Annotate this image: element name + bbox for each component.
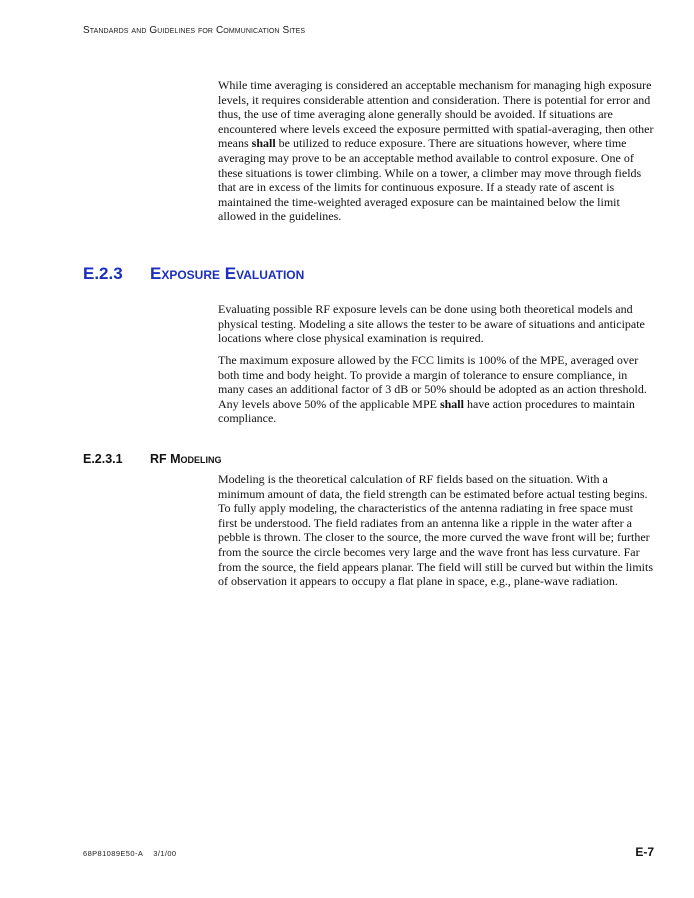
footer-doc-info — [83, 849, 177, 858]
running-header-text: Standards and Guidelines for Communication Sites — [83, 25, 306, 36]
footer-doc-number: 68P81089E50-A — [83, 849, 144, 858]
section-heading — [83, 264, 304, 284]
intro-bold-shall: shall — [251, 136, 276, 151]
subsection-paragraph: Modeling is the theoretical calculation of RF fields based on the situation. With a minimum amount of data, the field strength can be estimated before actual testing begins. To fully apply modeling, the characteristics of the antenna radiating in free space must first be understood. The field radiates from an antenna like a ripple in the water after a pebble is thrown. The closer to the source, the more curved the wave front will be; further from the source the circle becomes very large and the wave front has less curvature. Far from the source, the field appears planar. The field will still be curved but within the limits of observation it appears to occupy a flat plane in space, e.g., plane-wave radiation. — [218, 472, 653, 589]
intro-text-1: While time averaging is considered an acceptable mechanism for managing high exposure levels, it requires considerable attention and consideration. There is potential for error and thus, the use of time averaging alone generally should be avoided. If situations are encountered where levels exceed the exposure permitted with spatial-averaging, then other means — [218, 78, 654, 151]
running-header — [83, 25, 305, 36]
section-p2-bold-shall: shall — [439, 396, 464, 411]
section-p2-text-2: have action procedures to maintain compliance. — [218, 396, 635, 426]
footer-date: 3/1/00 — [153, 849, 177, 858]
intro-paragraph — [218, 78, 654, 224]
section-paragraph-2 — [218, 353, 654, 426]
section-paragraph-1: Evaluating possible RF exposure levels can be done using both theoretical models and physical testing. Modeling a site allows the tester to be aware of situations and anticipate locations where close physical examination is required. — [218, 302, 645, 346]
subsection-title: RF Modeling — [150, 452, 222, 466]
subsection-number: E.2.3.1 — [83, 452, 123, 466]
section-p2-text-1: The maximum exposure allowed by the FCC limits is 100% of the MPE, averaged over both time and body height. To provide a margin of tolerance to ensure compliance, in many cases an additional factor of 3 dB or 50% should be adopted as an action threshold. Any levels above 50% of the applicable MPE — [218, 353, 647, 411]
intro-text-2: be utilized to reduce exposure. There are situations however, where time averaging may prove to be an acceptable method available to control exposure. One of these situations is tower climbing. While on a tower, a climber may move through fields that are in excess of the limits for continuous exposure. If a steady rate of ascent is maintained the time-weighted averaged exposure can be maintained below the limit allowed in the guidelines. — [218, 136, 642, 224]
subsection-heading — [83, 452, 222, 466]
section-title: Exposure Evaluation — [150, 264, 305, 283]
page-number: E-7 — [635, 845, 654, 859]
section-number: E.2.3 — [83, 264, 123, 283]
